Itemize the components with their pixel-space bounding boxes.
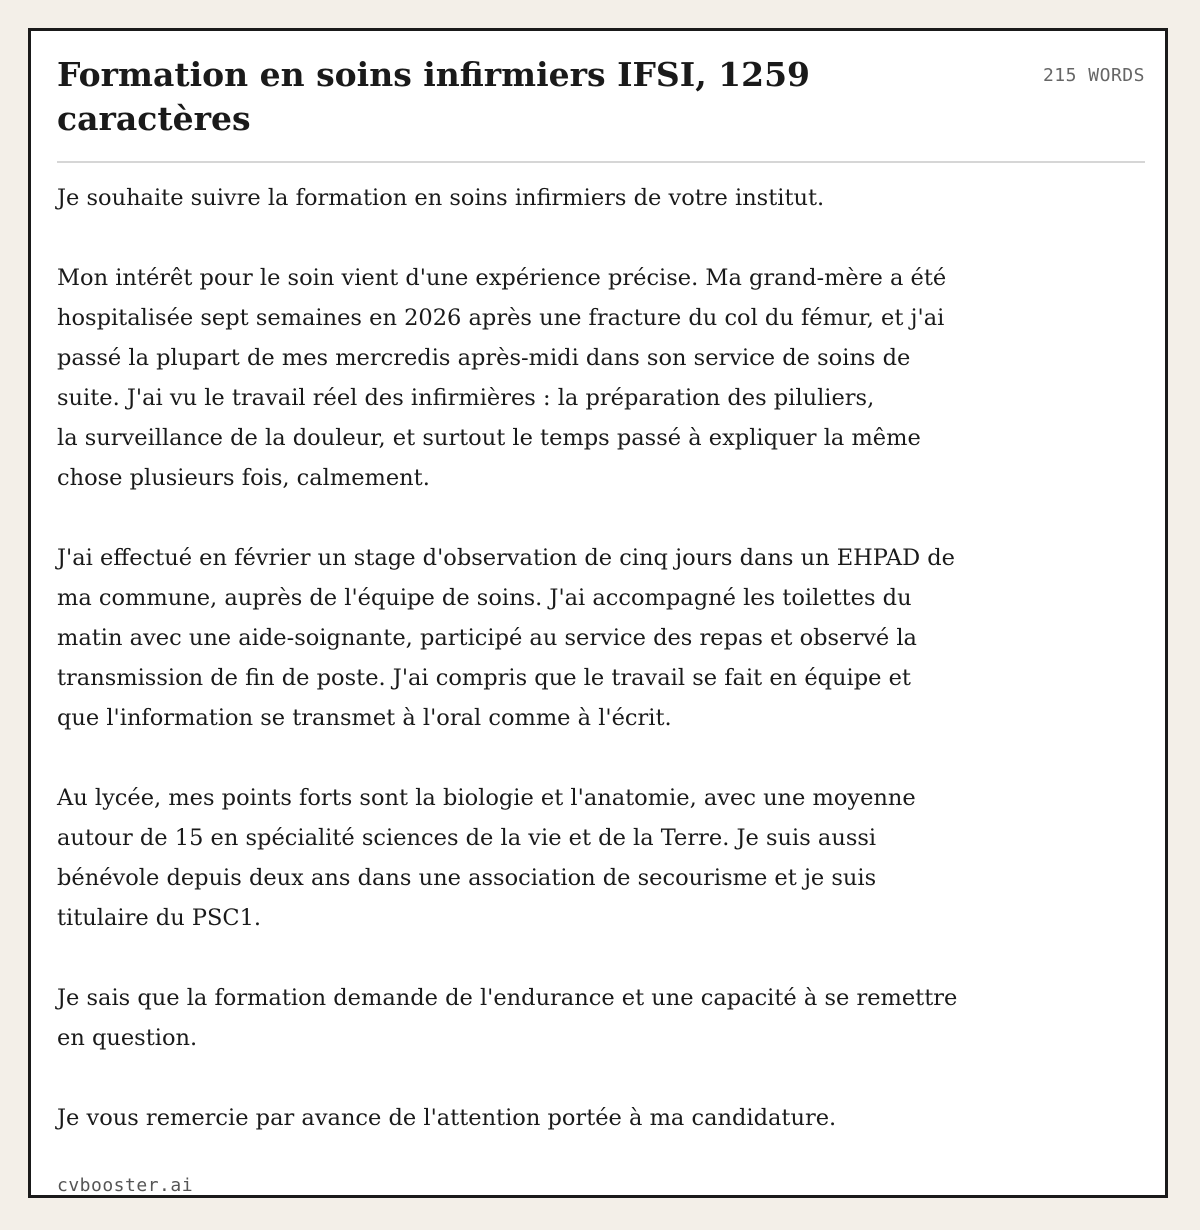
paragraph-intro: Je souhaite suivre la formation en soins infirmiers de votre institut.	[57, 185, 825, 211]
page-title: Formation en soins infirmiers IFSI, 1259 caractères	[57, 55, 811, 138]
word-count-badge: 215 WORDS	[1042, 65, 1145, 86]
header-divider	[57, 161, 1145, 163]
footer-brand: cvbooster.ai	[57, 1175, 194, 1196]
letter-card	[28, 28, 1168, 1198]
paragraph-closing: Je vous remercie par avance de l'attention portée à ma candidature.	[57, 1105, 837, 1131]
paragraph-internship: J'ai effectué en février un stage d'observation de cinq jours dans un EHPAD de ma commune, auprès de l'équipe de soins. J'ai accompagné les toilettes du matin avec une aide-soignante, participé au service des repas et observé la transmission de fin de poste. J'ai compris que le travail se fait en équipe et que l'information se transmet à l'oral comme à l'écrit.	[57, 545, 955, 731]
paragraph-endurance: Je sais que la formation demande de l'endurance et une capacité à se remettre en question.	[57, 985, 958, 1051]
letter-header	[57, 53, 1145, 141]
paragraph-motivation: Mon intérêt pour le soin vient d'une expérience précise. Ma grand-mère a été hospitalisée sept semaines en 2026 après une fracture du col du fémur, et j'ai passé la plupart de mes mercredis après-midi dans son service de soins de suite. J'ai vu le travail réel des infirmières : la préparation des piluliers, la surveillance de la douleur, et surtout le temps passé à expliquer la même chose plusieurs fois, calmement.	[57, 265, 947, 491]
letter-body	[57, 178, 1017, 1138]
paragraph-strengths: Au lycée, mes points forts sont la biologie et l'anatomie, avec une moyenne autour de 15 en spécialité sciences de la vie et de la Terre. Je suis aussi bénévole depuis deux ans dans une association de secourisme et je suis titulaire du PSC1.	[57, 785, 916, 931]
